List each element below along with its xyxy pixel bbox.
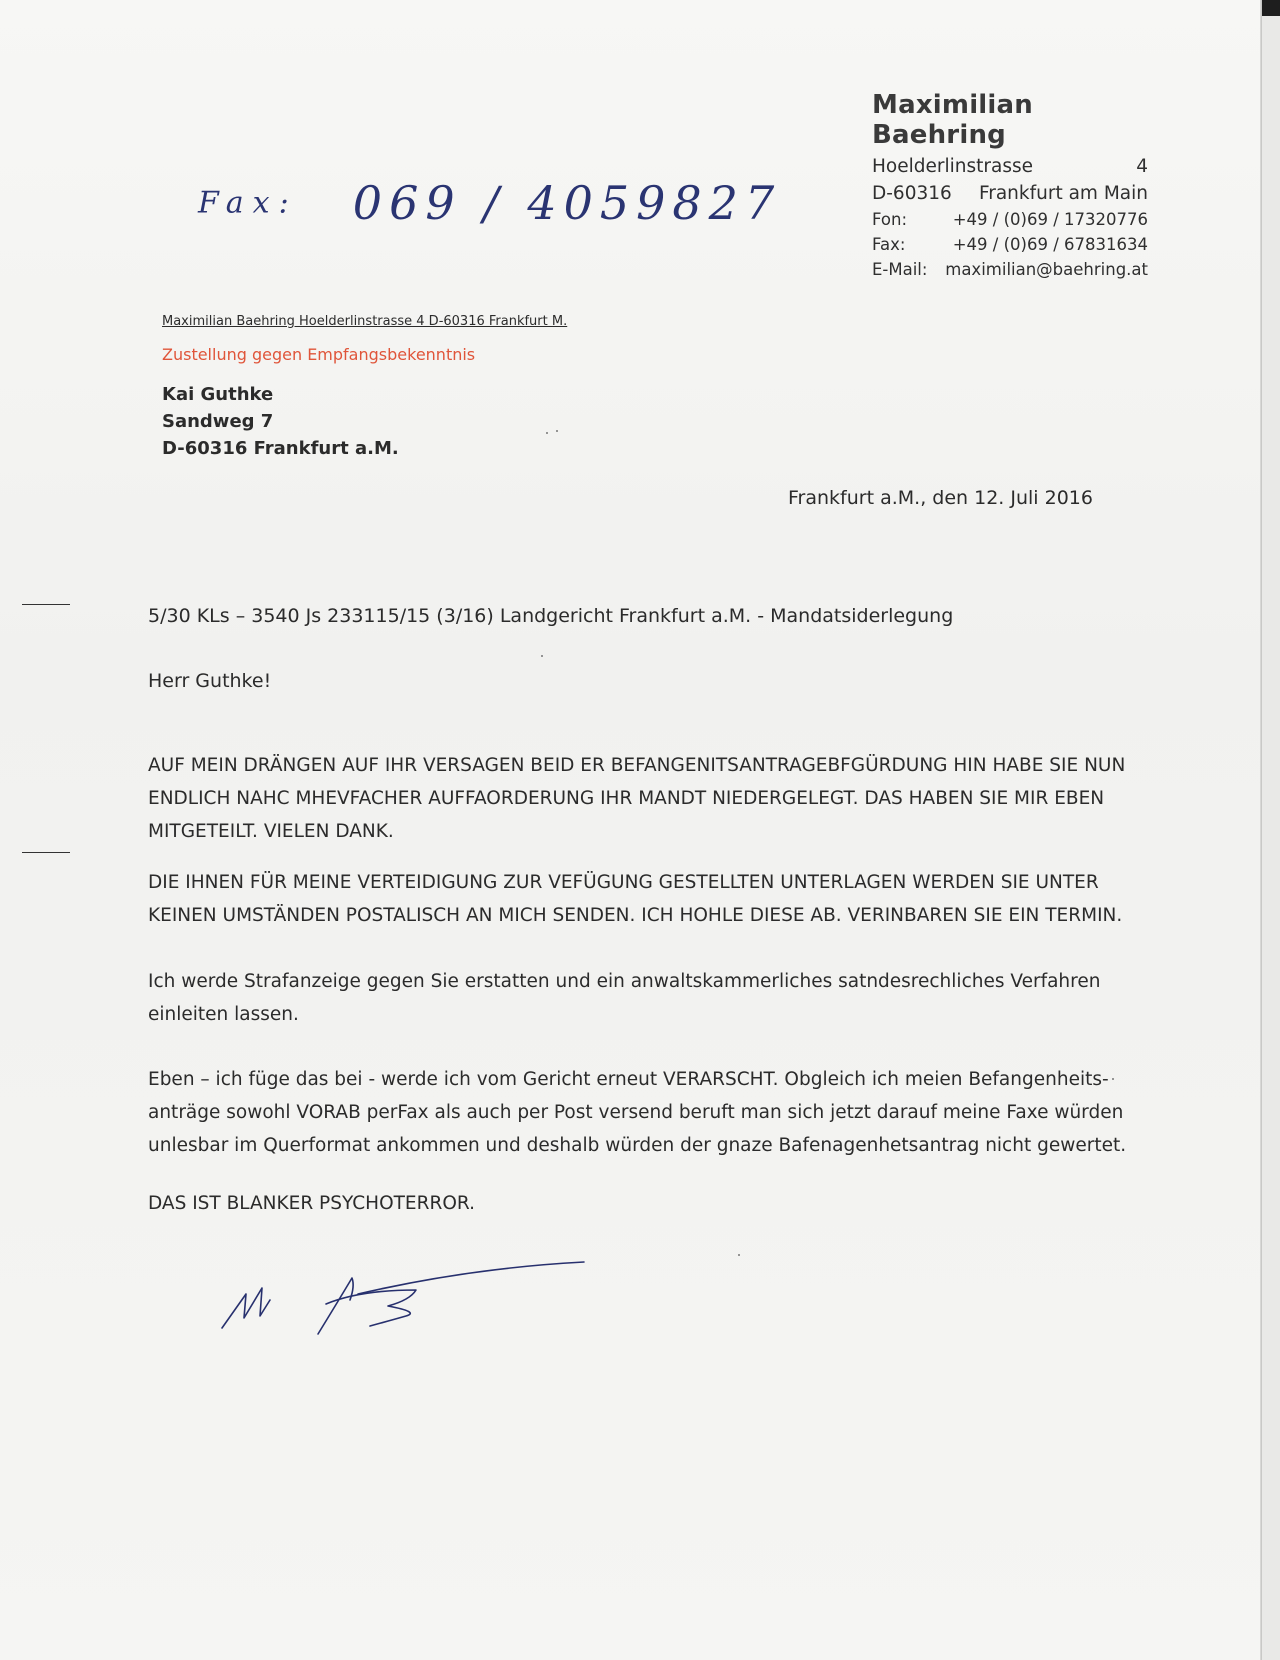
scan-speck xyxy=(738,1254,740,1256)
recipient-name: Kai Guthke xyxy=(162,384,274,405)
sender-street: Hoelderlinstrasse xyxy=(872,156,1033,177)
recipient-street: Sandweg 7 xyxy=(162,411,274,432)
sender-street-line xyxy=(872,156,1148,177)
sender-house-number: 4 xyxy=(1136,156,1148,177)
fold-mark-bottom xyxy=(22,852,70,853)
email-address: maximilian@baehring.at xyxy=(945,260,1148,279)
recipient-address xyxy=(162,381,399,462)
fold-mark-top xyxy=(22,604,70,605)
handwritten-fax-label: Fax: xyxy=(198,185,298,221)
body-paragraph: Eben – ich füge das bei - werde ich vom Gericht erneut VERARSCHT. Obgleich ich meien Befangenheits-anträge sowohl VORAB perFax als auch per Post versend beruft man sich jetzt darauf meine Faxe würden unlesbar im Querformat ankommen und deshalb würden der gnaze Bafenagenhetsantrag nicht gewertet. xyxy=(148,1069,1127,1156)
sender-phone-line xyxy=(872,210,1148,229)
return-address: Maximilian Baehring Hoelderlinstrasse 4 D-60316 Frankfurt M. xyxy=(162,314,568,329)
email-label: E-Mail: xyxy=(872,260,928,279)
fax-label: Fax: xyxy=(872,235,906,254)
scan-speck xyxy=(546,432,548,434)
body-paragraph: DIE IHNEN FÜR MEINE VERTEIDIGUNG ZUR VEFÜGUNG GESTELLTEN UNTERLAGEN WERDEN SIE UNTER KEINEN UMSTÄNDEN POSTALISCH AN MICH SENDEN. ICH HOHLE DIESE AB. VERINBAREN SIE EIN TERMIN. xyxy=(148,872,1123,926)
letter-subject: 5/30 KLs – 3540 Js 233115/15 (3/16) Landgericht Frankfurt a.M. - Mandatsiderlegung xyxy=(148,605,954,627)
letter-closing: DAS IST BLANKER PSYCHOTERROR. xyxy=(148,1193,475,1214)
sender-postcode: D-60316 xyxy=(872,183,952,204)
delivery-note: Zustellung gegen Empfangsbekenntnis xyxy=(162,345,476,364)
scan-speck xyxy=(556,430,558,432)
page-edge xyxy=(1261,0,1280,1660)
sender-letterhead xyxy=(872,90,1148,279)
scan-speck xyxy=(541,655,543,657)
sender-city-line xyxy=(872,183,1148,204)
letter-greeting: Herr Guthke! xyxy=(148,670,272,692)
handwritten-fax-note xyxy=(198,176,781,230)
scan-speck xyxy=(1112,1078,1114,1080)
fax-number: +49 / (0)69 / 67831634 xyxy=(952,235,1148,254)
phone-number: +49 / (0)69 / 17320776 xyxy=(952,210,1148,229)
recipient-city: D-60316 Frankfurt a.M. xyxy=(162,438,399,459)
letter-date: Frankfurt a.M., den 12. Juli 2016 xyxy=(788,487,1093,509)
page-corner xyxy=(1262,0,1280,16)
phone-label: Fon: xyxy=(872,210,908,229)
sender-city: Frankfurt am Main xyxy=(978,183,1148,204)
handwritten-fax-number: 069 / 4059827 xyxy=(352,176,782,230)
body-paragraph: AUF MEIN DRÄNGEN AUF IHR VERSAGEN BEID ER BEFANGENITSANTRAGEBFGÜRDUNG HIN HABE SIE NUN ENDLICH NAHC MHEVFACHER AUFFAORDERUNG IHR MANDT NIEDERGELEGT. DAS HABEN SIE MIR EBEN MITGETEILT. VIELEN DANK. xyxy=(148,755,1126,842)
sender-name: Maximilian Baehring xyxy=(872,90,1033,150)
body-paragraph: Ich werde Strafanzeige gegen Sie erstatten und ein anwaltskammerliches satndesrechliches Verfahren einleiten lassen. xyxy=(148,971,1101,1025)
signature xyxy=(210,1256,590,1366)
sender-fax-line xyxy=(872,235,1148,254)
sender-email-line xyxy=(872,260,1148,279)
